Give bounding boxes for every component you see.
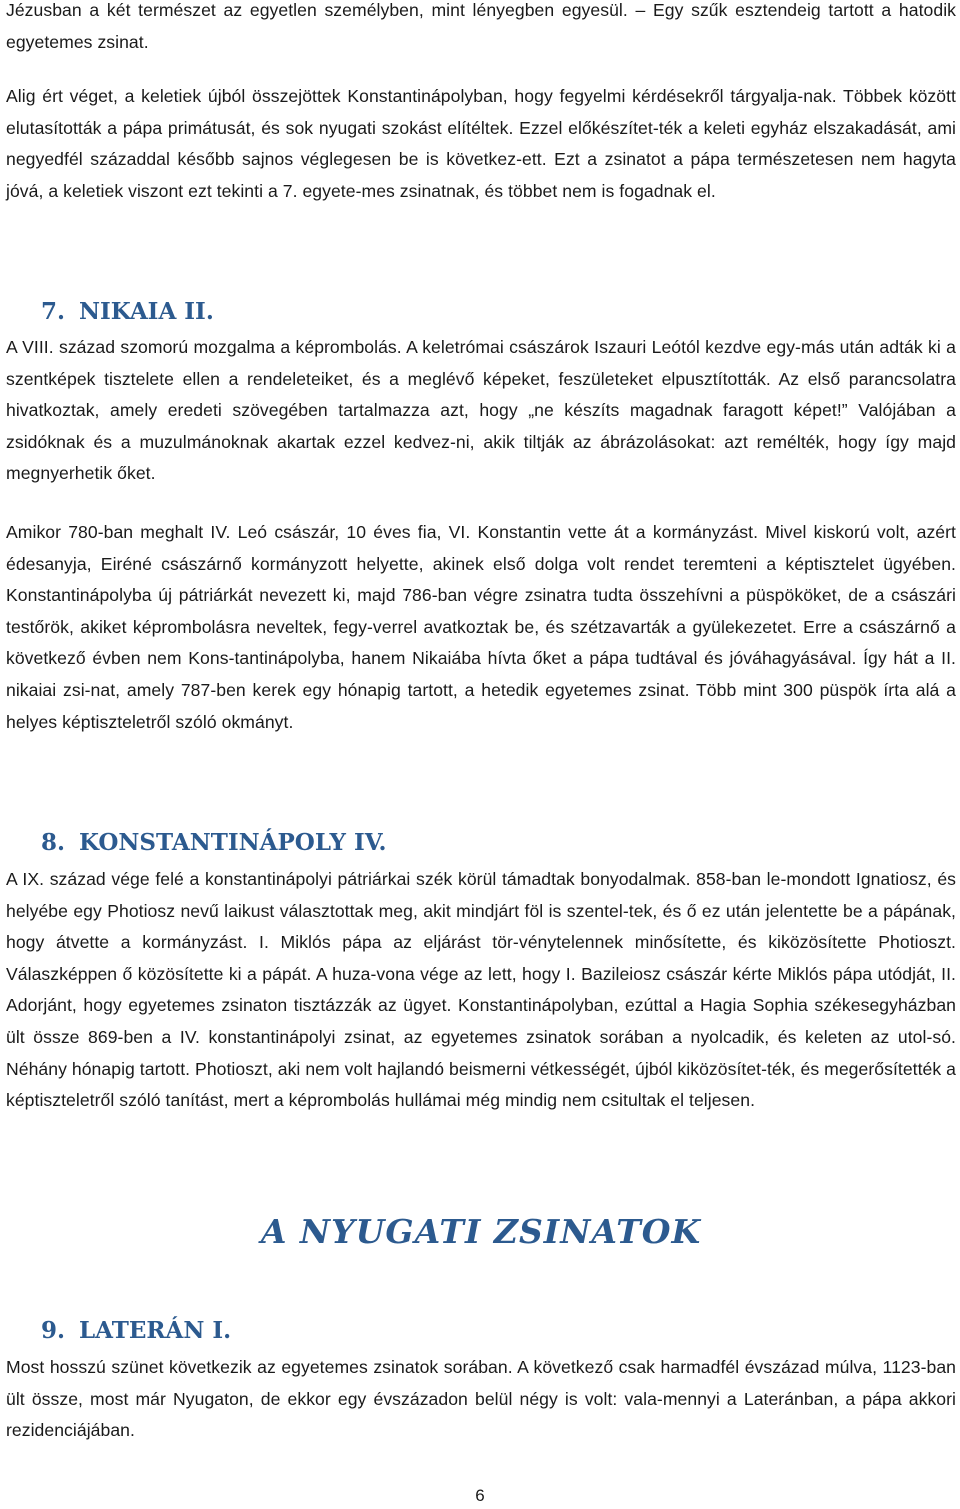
paragraph-photios-schism: A IX. század vége felé a konstantinápolyi pátriárkai szék körül támadtak bonyodalmak. 858-ban le-mondott Ignatiosz, és helyébe egy Photiosz nevű laikust választottak meg, akit mindjárt föl is szentel-tek, és ő ez után jelentette be a pápának, hogy átvette a kormányzást. I. Miklós pápa az eljárást tör-vénytelennek minősítette, és kiközösítette Photioszt. Válaszképpen ő közösítette ki a pápát. A huza-vona vége az lett, hogy I. Bazileiosz császár kérte Miklós pápa utódját, II. Adorjánt, hogy egyetemes zsinaton tisztázzák az ügyet. Konstantinápolyban, ezúttal a Hagia Sophia székesegyházban ült össze 869-ben a IV. konstantinápolyi zsinat, az egyetemes zsinatok sorában a nyolcadik, és keleten az utol-só. Néhány hónapig tartott. Photioszt, aki nem volt hajlandó beismerni vétkességét, újból kiközösítet-ték, és megerősítették a képtiszteletről szóló tanítást, mert a képrombolás hullámai még mindig nem csitultak el teljesen. [6, 869, 956, 1111]
heading-lateran-i [41, 1316, 231, 1346]
heading-title: LATERÁN I. [79, 1317, 232, 1344]
paragraph-sixth-council-end: Jézusban a két természet az egyetlen személyben, mint lényegben egyesül. – Egy szűk esztendeig tartott a hatodik egyetemes zsinat. [6, 0, 956, 52]
heading-number: 9. [41, 1317, 66, 1344]
heading-title: KONSTANTINÁPOLY IV. [79, 829, 387, 856]
section-title-western-councils: A NYUGATI ZSINATOK [260, 1212, 702, 1251]
heading-konstantinapoly-iv [41, 828, 387, 858]
paragraph-nicaea-ii-council: Amikor 780-ban meghalt IV. Leó császár, 10 éves fia, VI. Konstantin vette át a kormányzást. Mivel kiskorú volt, azért édesanyja, Eiréné császárnő kormányzott helyette, akinek első dolga volt rendet teremteni a képtisztelet ügyében. Konstantinápolyba új pátriárkát nevezett ki, majd 786-ban végre zsinatra tudta összehívni a püspököket, de a császári testőrök, akiket képrombolásra neveltek, fegy-verrel avatkoztak be, és szétzavarták a gyülekezetet. Erre a császárnő a következő évben nem Kons-tantinápolyba, hanem Nikaiába hívta őket a pápa tudtával és jóváhagyásával. Így hát a II. nikaiai zsi-nat, amely 787-ben kerek egy hónapig tartott, a hetedik egyetemes zsinat. Több mint 300 püspök írta alá a helyes képtiszteletről szóló okmányt. [6, 522, 956, 732]
paragraph-iconoclasm: A VIII. század szomorú mozgalma a képrombolás. A keletrómai császárok Iszauri Leótól kezdve egy-más után adták ki a szentképek tisztelete ellen a rendeleteiket, és a meglévő képeket, feszületeket elpusztították. Az első parancsolatra hivatkoztak, amely eredeti szövegében tartalmazza azt, hogy „ne készíts magadnak faragott képet!” Valójában a zsidóknak és a muzulmánoknak akartak ezzel kedvez-ni, akik tiltják az ábrázolásokat: azt remélték, hogy így majd megnyerhetik őket. [6, 337, 956, 484]
paragraph-trullan-synod: Alig ért véget, a keletiek újból összejöttek Konstantinápolyban, hogy fegyelmi kérdésekről tárgyalja-nak. Többek között elutasították a pápa primátusát, és sok nyugati szokást elítéltek. Ezzel előkészítet-ték a keleti egyház elszakadását, ami negyedfél századdal később sajnos véglegesen be is következ-ett. Ezt a zsinatot a pápa természetesen nem hagyta jóvá, a keletiek viszont ezt tekinti a 7. egyete-mes zsinatnak, és többet nem is fogadnak el. [6, 86, 956, 201]
heading-nikaia-ii [41, 297, 214, 327]
page-number: 6 [475, 1486, 485, 1505]
paragraph-lateran-intro: Most hosszú szünet következik az egyetemes zsinatok sorában. A következő csak harmadfél évszázad múlva, 1123-ban ült össze, most már Nyugaton, de ekkor egy évszázadon belül négy is volt: vala-mennyi a Lateránban, a pápa akkori rezidenciájában. [6, 1357, 956, 1441]
heading-title: NIKAIA II. [79, 298, 214, 325]
heading-number: 8. [41, 829, 66, 856]
heading-number: 7. [41, 298, 66, 325]
